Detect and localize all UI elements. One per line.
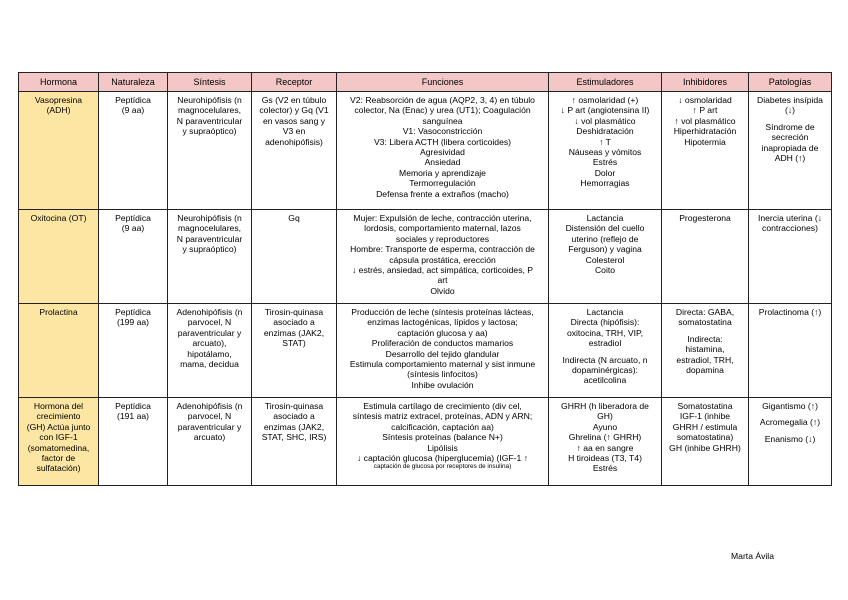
text-line: Enanismo (↓) bbox=[764, 433, 816, 444]
text-line: Ferguson) y vagina bbox=[568, 244, 642, 255]
text-line: hipotálamo, bbox=[187, 348, 232, 359]
text-line: y supraóptico) bbox=[182, 126, 237, 137]
text-line: Defensa frente a extraños (macho) bbox=[376, 188, 509, 199]
header-funciones: Funciones bbox=[337, 73, 549, 92]
table-row bbox=[19, 304, 832, 398]
text-line: estradiol bbox=[588, 338, 622, 349]
text-line: Termorregulación bbox=[409, 178, 476, 189]
text-line: GH) bbox=[597, 411, 613, 422]
text-line: histamina, bbox=[685, 344, 725, 355]
text-line: Estrés bbox=[592, 157, 618, 168]
text-line: magnocelulares, bbox=[177, 105, 242, 116]
text-line: Olvido bbox=[430, 285, 455, 296]
cell-sintesis bbox=[168, 210, 252, 304]
text-line: Ansiedad bbox=[424, 157, 461, 168]
header-receptor: Receptor bbox=[252, 73, 337, 92]
table-row bbox=[19, 398, 832, 486]
text-line: paraventricular y bbox=[177, 327, 242, 338]
text-line: N paraventricular bbox=[176, 233, 243, 244]
text-line: Adenohipófisis (n bbox=[176, 307, 243, 317]
cell-patologias bbox=[749, 304, 832, 398]
header-hormona: Hormona bbox=[19, 73, 99, 92]
text-line: Inercia uterina (↓ bbox=[757, 213, 822, 223]
cell-hormona bbox=[19, 92, 99, 210]
text-line: somatostatina bbox=[678, 317, 732, 328]
text-line: (9 aa) bbox=[121, 223, 145, 234]
text-line: inapropiada de bbox=[761, 142, 819, 153]
cell-funciones bbox=[337, 210, 549, 304]
text-line: (199 aa) bbox=[116, 317, 149, 328]
text-line: ↓ captación glucosa (hiperglucemia) (IGF-1 ↑ bbox=[357, 453, 528, 464]
text-line: Somatostatina bbox=[677, 401, 733, 411]
text-line: H tiroideas (T3, T4) bbox=[568, 453, 642, 464]
cell-estimuladores bbox=[549, 398, 662, 486]
text-line: Peptídica bbox=[115, 213, 151, 223]
text-line: con IGF-1 bbox=[39, 432, 78, 443]
cell-naturaleza bbox=[99, 398, 168, 486]
text-line: Tirosin-quinasa bbox=[264, 307, 324, 317]
text-line: Producción de leche (síntesis proteínas lácteas, bbox=[351, 307, 534, 317]
text-line: ↑ vol plasmático bbox=[674, 115, 736, 126]
text-line: sociales y reproductores bbox=[395, 233, 490, 244]
text-line: ↑ P art bbox=[692, 105, 718, 116]
text-line: (síntesis linfocitos) bbox=[407, 369, 478, 380]
cell-patologias bbox=[749, 92, 832, 210]
text-line: Neurohipófisis (n bbox=[177, 213, 242, 223]
text-line: IGF-1 (inhibe bbox=[679, 411, 731, 422]
text-line: Oxitocina (OT) bbox=[30, 213, 87, 223]
text-line: Ghrelina (↑ GHRH) bbox=[568, 432, 642, 443]
cell-inhibidores bbox=[662, 398, 749, 486]
text-line: Peptídica bbox=[115, 401, 151, 411]
text-line: Adenohipófisis (n bbox=[176, 401, 243, 411]
text-line: Hombre: Transporte de esperma, contracción de bbox=[350, 244, 535, 255]
cell-inhibidores bbox=[662, 304, 749, 398]
header-patologias: Patologías bbox=[749, 73, 832, 92]
cell-sintesis bbox=[168, 398, 252, 486]
table-row bbox=[19, 210, 832, 304]
cell-sintesis bbox=[168, 304, 252, 398]
text-line: Náuseas y vómitos bbox=[568, 147, 642, 158]
text-line: V3: Libera ACTH (libera corticoides) bbox=[373, 136, 512, 147]
text-line: calcificación, captación aa) bbox=[391, 421, 494, 432]
text-line: parvocel, N bbox=[187, 317, 232, 328]
text-line: Lactancia bbox=[586, 307, 624, 317]
text-line: colector, Na (Enac) y urea (UT1); Coagulación bbox=[354, 105, 531, 116]
text-line: Coito bbox=[594, 265, 616, 276]
funciones-lines bbox=[340, 401, 545, 463]
text-line: crecimiento bbox=[36, 411, 81, 422]
text-line: arcuato) bbox=[193, 432, 226, 443]
text-line: ↑ osmolaridad (+) bbox=[571, 95, 639, 105]
cell-estimuladores bbox=[549, 210, 662, 304]
text-line: Prolactinoma (↑) bbox=[758, 307, 822, 317]
cell-receptor bbox=[252, 92, 337, 210]
text-line: arcuato), bbox=[192, 338, 227, 349]
table-row bbox=[19, 92, 832, 210]
text-line: síntesis matriz extracel, proteínas, ADN y ARN; bbox=[352, 411, 533, 422]
text-line: ADH (↑) bbox=[774, 153, 806, 164]
text-line: Gq bbox=[288, 213, 300, 223]
text-line: ↓ vol plasmático bbox=[574, 115, 636, 126]
text-line: sulfatación) bbox=[36, 463, 81, 474]
text-line: ↓ osmolaridad bbox=[678, 95, 732, 105]
text-line: Agresividad bbox=[420, 147, 465, 158]
text-line: somatostatina) bbox=[676, 432, 734, 443]
text-line: ↑ T bbox=[599, 136, 611, 147]
text-line: acetilcolina bbox=[583, 375, 627, 386]
text-line: sanguínea bbox=[422, 115, 463, 126]
text-line: parvocel, N bbox=[187, 411, 232, 422]
text-line: Vasopresina bbox=[34, 95, 83, 105]
text-line: STAT, SHC, IRS) bbox=[261, 432, 327, 443]
text-line: uterino (reflejo de bbox=[571, 233, 639, 244]
text-line: y supraóptico) bbox=[182, 244, 237, 255]
cell-inhibidores bbox=[662, 210, 749, 304]
text-line: oxitocina, TRH, VIP, bbox=[566, 327, 644, 338]
text-line: Dolor bbox=[594, 167, 616, 178]
text-line: asociado a bbox=[273, 411, 315, 422]
text-line: mama, decidua bbox=[180, 359, 239, 370]
text-line: Indirecta: bbox=[687, 333, 723, 344]
hormone-table bbox=[18, 72, 832, 486]
text-line: asociado a bbox=[273, 317, 315, 328]
text-line: captación glucosa y aa) bbox=[397, 327, 488, 338]
cell-sintesis bbox=[168, 92, 252, 210]
text-line: Peptídica bbox=[115, 95, 151, 105]
text-line: Síndrome de bbox=[765, 121, 815, 132]
text-line: (GH) Actúa junto bbox=[26, 421, 91, 432]
text-line: Deshidratación bbox=[576, 126, 634, 137]
header-sintesis: Síntesis bbox=[168, 73, 252, 92]
text-line: Hormona del bbox=[33, 401, 84, 411]
text-line: Hiperhidratación bbox=[673, 126, 737, 137]
text-line: Hipotermia bbox=[684, 136, 726, 147]
cell-naturaleza bbox=[99, 304, 168, 398]
text-line: STAT) bbox=[282, 338, 306, 349]
text-line: Desarrollo del tejido glandular bbox=[385, 348, 500, 359]
text-line: magnocelulares, bbox=[177, 223, 242, 234]
text-line: Estimula comportamiento maternal y sist inmune bbox=[349, 359, 536, 370]
text-line: Indirecta (N arcuato, n bbox=[562, 354, 648, 365]
text-line: dopaminérgicas): bbox=[572, 365, 638, 376]
text-line: GHRH / estimula bbox=[672, 421, 738, 432]
text-line: contracciones) bbox=[762, 223, 818, 234]
text-line: (191 aa) bbox=[116, 411, 149, 422]
text-line: Inhibe ovulación bbox=[411, 379, 474, 390]
text-line: Distensión del cuello bbox=[565, 223, 645, 234]
text-line: Gs (V2 en túbulo bbox=[261, 95, 327, 105]
header-naturaleza: Naturaleza bbox=[99, 73, 168, 92]
text-line: cápsula prostática, erección bbox=[389, 254, 496, 265]
cell-naturaleza bbox=[99, 210, 168, 304]
text-line: Prolactina bbox=[39, 307, 78, 317]
text-line: Diabetes insípida bbox=[757, 95, 823, 105]
text-line: enzimas (JAK2, bbox=[263, 421, 325, 432]
cell-estimuladores bbox=[549, 92, 662, 210]
cell-hormona bbox=[19, 304, 99, 398]
text-line: Progesterona bbox=[679, 213, 731, 223]
text-line: N paraventricular bbox=[176, 115, 243, 126]
funciones-footnote: captación de glucosa por receptores de insulina) bbox=[373, 463, 512, 471]
text-line: (somatomedina, bbox=[27, 442, 90, 453]
text-line: secreción bbox=[771, 132, 809, 143]
text-line: ↓ estrés, ansiedad, act simpática, corticoides, P bbox=[351, 265, 534, 276]
text-line: adenohipófisis) bbox=[265, 136, 323, 147]
text-line: (9 aa) bbox=[121, 105, 145, 116]
cell-inhibidores bbox=[662, 92, 749, 210]
text-line: Gigantismo (↑) bbox=[762, 401, 818, 411]
text-line: dopamina bbox=[686, 365, 724, 376]
text-line: Ayuno bbox=[592, 421, 618, 432]
cell-patologias bbox=[749, 398, 832, 486]
text-line: (ADH) bbox=[46, 105, 71, 116]
cell-hormona bbox=[19, 398, 99, 486]
text-line: Memoria y aprendizaje bbox=[399, 167, 486, 178]
cell-receptor bbox=[252, 398, 337, 486]
text-line: factor de bbox=[41, 453, 76, 464]
cell-patologias bbox=[749, 210, 832, 304]
text-line: Neurohipófisis (n bbox=[177, 95, 242, 105]
text-line: ↓ P art (angiotensina II) bbox=[560, 105, 650, 116]
text-line: paraventricular y bbox=[177, 421, 242, 432]
cell-hormona bbox=[19, 210, 99, 304]
text-line: colector) y Gq (V1 bbox=[259, 105, 329, 116]
text-line: estradiol, TRH, bbox=[676, 354, 734, 365]
text-line: V2: Reabsorción de agua (AQP2, 3, 4) en túbulo bbox=[350, 95, 535, 105]
text-line: V3 en bbox=[282, 126, 306, 137]
author-signature: Marta Ávila bbox=[731, 551, 774, 561]
text-line: V1: Vasoconstricción bbox=[402, 126, 483, 137]
text-line: enzimas (JAK2, bbox=[263, 327, 325, 338]
text-line: Estrés bbox=[592, 463, 618, 474]
text-line: Tirosin-quinasa bbox=[264, 401, 324, 411]
text-line: en vasos sang y bbox=[262, 115, 326, 126]
text-line: art bbox=[437, 275, 448, 286]
text-line: lordosis, comportamiento maternal, lazos bbox=[364, 223, 521, 234]
cell-funciones bbox=[337, 304, 549, 398]
text-line: Directa: GABA, bbox=[675, 307, 735, 317]
header-inhibidores: Inhibidores bbox=[662, 73, 749, 92]
text-line: Lipólisis bbox=[427, 442, 458, 453]
text-line: Colesterol bbox=[585, 254, 625, 265]
header-row bbox=[19, 73, 832, 92]
text-line: ↑ aa en sangre bbox=[576, 442, 634, 453]
text-line: enzimas lactogénicas, lípidos y lactosa; bbox=[367, 317, 518, 328]
text-line: (↓) bbox=[784, 105, 796, 116]
text-line: Estimula cartílago de crecimiento (div cel, bbox=[363, 401, 522, 411]
cell-estimuladores bbox=[549, 304, 662, 398]
text-line: Proliferación de conductos mamarios bbox=[371, 338, 514, 349]
text-line: Hemorragias bbox=[580, 178, 630, 189]
cell-receptor bbox=[252, 210, 337, 304]
text-line: Directa (hipófisis): bbox=[570, 317, 640, 328]
text-line: Síntesis proteínas (balance N+) bbox=[382, 432, 503, 443]
text-line: Mujer: Expulsión de leche, contracción uterina, bbox=[353, 213, 532, 223]
header-estimuladores: Estimuladores bbox=[549, 73, 662, 92]
cell-receptor bbox=[252, 304, 337, 398]
text-line: Acromegalia (↑) bbox=[759, 417, 821, 428]
text-line: GH (inhibe GHRH) bbox=[669, 442, 741, 453]
text-line: Peptídica bbox=[115, 307, 151, 317]
cell-funciones bbox=[337, 92, 549, 210]
cell-funciones bbox=[337, 398, 549, 486]
text-line: GHRH (h liberadora de bbox=[561, 401, 649, 411]
cell-naturaleza bbox=[99, 92, 168, 210]
text-line: Lactancia bbox=[586, 213, 624, 223]
